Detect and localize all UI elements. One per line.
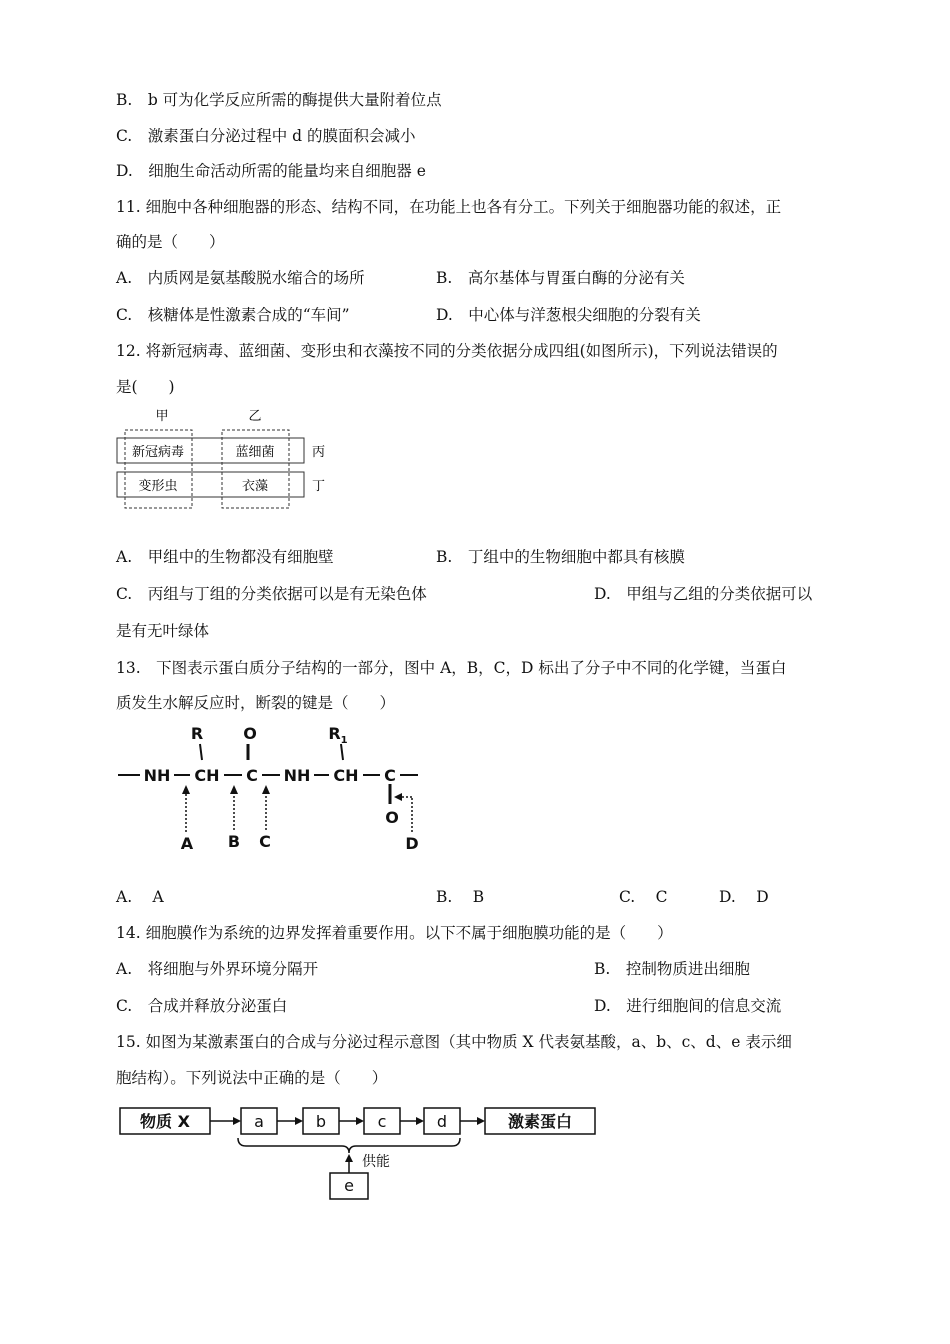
label-jia: 甲 [155, 409, 169, 424]
label-bing: 丙 [312, 445, 326, 460]
label-a: a [254, 1112, 264, 1131]
q14-option-b: B. 控制物质进出细胞 [594, 960, 750, 978]
q13-option-b: B. B [436, 888, 485, 906]
cell-covid: 新冠病毒 [131, 445, 185, 460]
q12-option-d: D. 甲组与乙组的分类依据可以 [594, 585, 813, 603]
bond-label-c: C [259, 832, 271, 851]
label-energy: 供能 [362, 1154, 390, 1170]
q12-option-a: A. 甲组中的生物都没有细胞壁 [116, 548, 334, 566]
bond-label-b: B [227, 832, 241, 851]
label-c: c [377, 1112, 387, 1131]
q15-stem-line2: 胞结构）。下列说法中正确的是（ ） [116, 1069, 388, 1087]
label-substance-x: 物质 X [140, 1112, 190, 1131]
q14-stem: 14. 细胞膜作为系统的边界发挥着重要作用。以下不属于细胞膜功能的是（ ） [116, 924, 673, 942]
q13-peptide-figure [112, 722, 432, 857]
ch-1: CH [194, 766, 220, 785]
carbonyl-o-bottom: O [385, 808, 399, 827]
label-hormone-protein: 激素蛋白 [507, 1112, 573, 1131]
q10-option-d: D. 细胞生命活动所需的能量均来自细胞器 e [116, 162, 426, 180]
q13-stem-line2: 质发生水解反应时，断裂的键是（ ） [116, 694, 396, 712]
q12-stem-line1: 12. 将新冠病毒、蓝细菌、变形虫和衣藻按不同的分类依据分成四组(如图所示)，下列说法错误的 [116, 342, 778, 360]
q14-option-d: D. 进行细胞间的信息交流 [594, 997, 782, 1015]
q13-stem-line1: 13. 下图表示蛋白质分子结构的一部分，图中 A，B，C，D 标出了分子中不同的化学键，当蛋白 [116, 659, 787, 677]
group-yi-box [222, 430, 289, 508]
q12-option-b: B. 丁组中的生物细胞中都具有核膜 [436, 548, 685, 566]
q12-option-d-cont: 是有无叶绿体 [116, 622, 210, 640]
q11-stem-line2: 确的是（ ） [116, 233, 225, 251]
q11-option-b: B. 高尔基体与胃蛋白酶的分泌有关 [436, 269, 685, 287]
q12-stem-line2: 是( ) [116, 378, 175, 396]
q13-option-c: C. C [619, 888, 668, 906]
cell-amoeba: 变形虫 [138, 479, 178, 494]
r-group: R [190, 724, 204, 743]
q13-option-a: A. A [116, 888, 164, 906]
bond-label-a: A [180, 834, 194, 853]
c-2: C [384, 766, 396, 785]
q11-stem-line1: 11. 细胞中各种细胞器的形态、结构不同，在功能上也各有分工。下列关于细胞器功能的叙述，正 [116, 198, 782, 216]
label-d: d [436, 1112, 448, 1131]
bond-label-d: D [405, 834, 419, 853]
carbonyl-o-top: O [243, 724, 257, 743]
q15-stem-line1: 15. 如图为某激素蛋白的合成与分泌过程示意图（其中物质 X 代表氨基酸，a、b、c、d、e 表示细 [116, 1033, 792, 1051]
q14-option-a: A. 将细胞与外界环境分隔开 [116, 960, 319, 978]
cell-chlamydomonas: 衣藻 [241, 479, 269, 494]
label-e: e [344, 1176, 354, 1195]
q13-option-d: D. D [719, 888, 769, 906]
cell-cyanobacteria: 蓝细菌 [235, 445, 275, 460]
q11-option-d: D. 中心体与洋葱根尖细胞的分裂有关 [436, 306, 701, 324]
q12-classification-figure [110, 400, 350, 515]
q14-option-c: C. 合成并释放分泌蛋白 [116, 997, 288, 1015]
label-b: b [315, 1112, 327, 1131]
nh-1: NH [143, 766, 171, 785]
q10-option-b: B. b 可为化学反应所需的酶提供大量附着位点 [116, 91, 442, 109]
label-ding: 丁 [312, 479, 326, 494]
q11-option-a: A. 内质网是氨基酸脱水缩合的场所 [116, 269, 365, 287]
q12-option-c: C. 丙组与丁组的分类依据可以是有无染色体 [116, 585, 427, 603]
ch-2: CH [333, 766, 359, 785]
group-jia-box [125, 430, 192, 508]
nh-2: NH [283, 766, 311, 785]
r1-group: $R_1$ [328, 724, 348, 746]
label-yi: 乙 [248, 409, 262, 424]
c-1: C [246, 766, 258, 785]
q15-secretion-figure [116, 1100, 606, 1205]
q10-option-c: C. 激素蛋白分泌过程中 d 的膜面积会减小 [116, 127, 416, 145]
q11-option-c: C. 核糖体是性激素合成的“车间” [116, 306, 350, 324]
